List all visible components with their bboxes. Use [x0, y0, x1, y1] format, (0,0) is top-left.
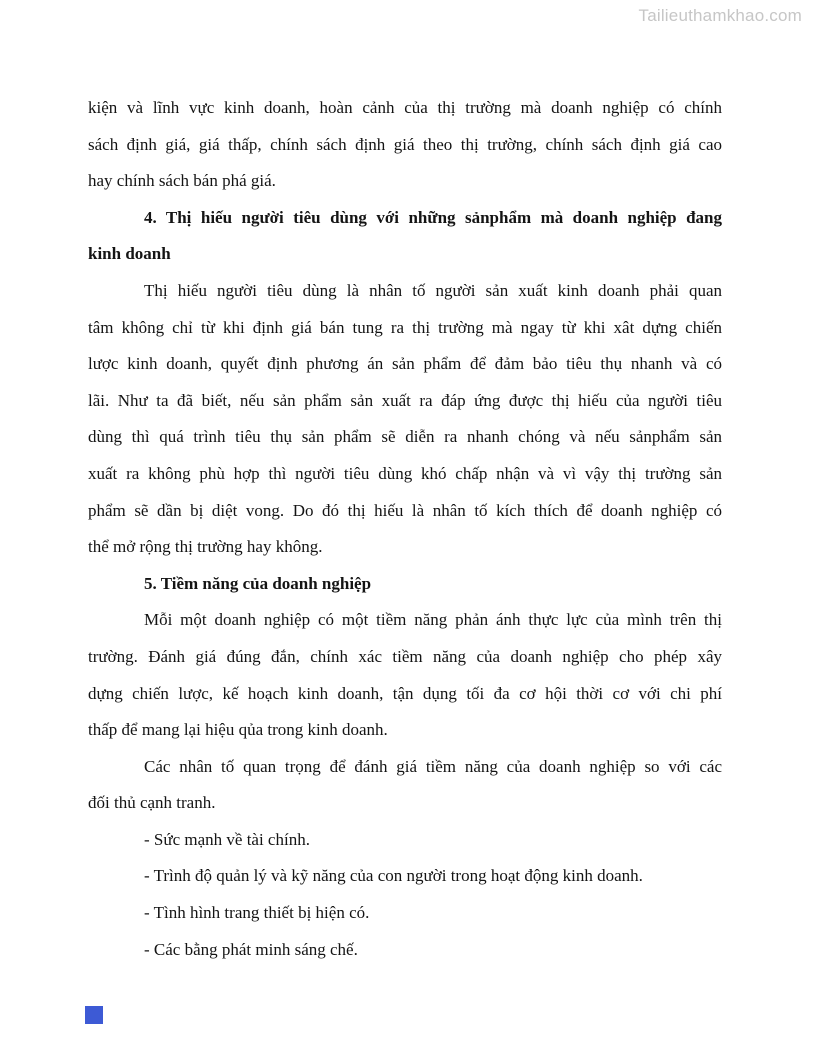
text-line: thể mở rộng thị trường hay không.: [88, 537, 323, 557]
text-line: phẩm sẽ dần bị diệt vong. Do đó thị hiếu là nhân tố kích thích để doanh nghiệp có: [88, 500, 722, 520]
text-line: Mỗi một doanh nghiệp có một tiềm năng phản ánh thực lực của mình trên thị: [144, 610, 722, 630]
text-line: Các nhân tố quan trọng để đánh giá tiềm năng của doanh nghiệp so với các: [144, 756, 722, 776]
text-line: hay chính sách bán phá giá.: [88, 171, 276, 191]
text-line: tâm không chỉ từ khi định giá bán tung ra thị trường mà ngay từ khi xât dựng chiến: [88, 317, 722, 337]
list-item: - Sức mạnh về tài chính.: [144, 829, 310, 849]
text-line: đối thủ cạnh tranh.: [88, 793, 216, 813]
list-item: - Trình độ quản lý và kỹ năng của con người trong hoạt động kinh doanh.: [144, 866, 643, 886]
section-heading-line: kinh doanh: [88, 244, 171, 264]
text-line: lược kinh doanh, quyết định phương án sản phẩm để đảm bảo tiêu thụ nhanh và có: [88, 354, 722, 374]
list-item: - Tình hình trang thiết bị hiện có.: [144, 903, 370, 923]
section-heading-line: 5. Tiềm năng của doanh nghiệp: [144, 573, 372, 593]
text-line: kiện và lĩnh vực kinh doanh, hoàn cảnh của thị trường mà doanh nghiệp có chính: [88, 98, 722, 117]
text-line: thấp để mang lại hiệu qủa trong kinh doanh.: [88, 720, 388, 740]
document-body: [88, 90, 722, 968]
text-line: Thị hiếu người tiêu dùng là nhân tố người sản xuất kinh doanh phải quan: [144, 280, 722, 300]
text-line: dùng thì quá trình tiêu thụ sản phẩm sẽ diễn ra nhanh chóng và nếu sảnphẩm sản: [88, 427, 722, 447]
list-item: - Các bằng phát minh sáng chế.: [144, 939, 358, 959]
watermark-text: Tailieuthamkhao.com: [638, 6, 802, 25]
text-line: lãi. Như ta đã biết, nếu sản phẩm sản xuất ra đáp ứng được thị hiếu của người tiêu: [88, 390, 722, 410]
text-line: trường. Đánh giá đúng đắn, chính xác tiềm năng của doanh nghiệp cho phép xây: [88, 646, 722, 666]
page-corner-marker: [85, 1006, 103, 1024]
text-line: dựng chiến lược, kế hoạch kinh doanh, tận dụng tối đa cơ hội thời cơ với chi phí: [88, 683, 722, 703]
text-line: xuất ra không phù hợp thì người tiêu dùng khó chấp nhận và vì vậy thị trường sản: [88, 463, 722, 483]
section-heading-line: 4. Thị hiếu người tiêu dùng với những sảnphẩm mà doanh nghiệp đang: [144, 207, 722, 227]
text-line: sách định giá, giá thấp, chính sách định giá theo thị trường, chính sách định giá cao: [88, 134, 722, 154]
